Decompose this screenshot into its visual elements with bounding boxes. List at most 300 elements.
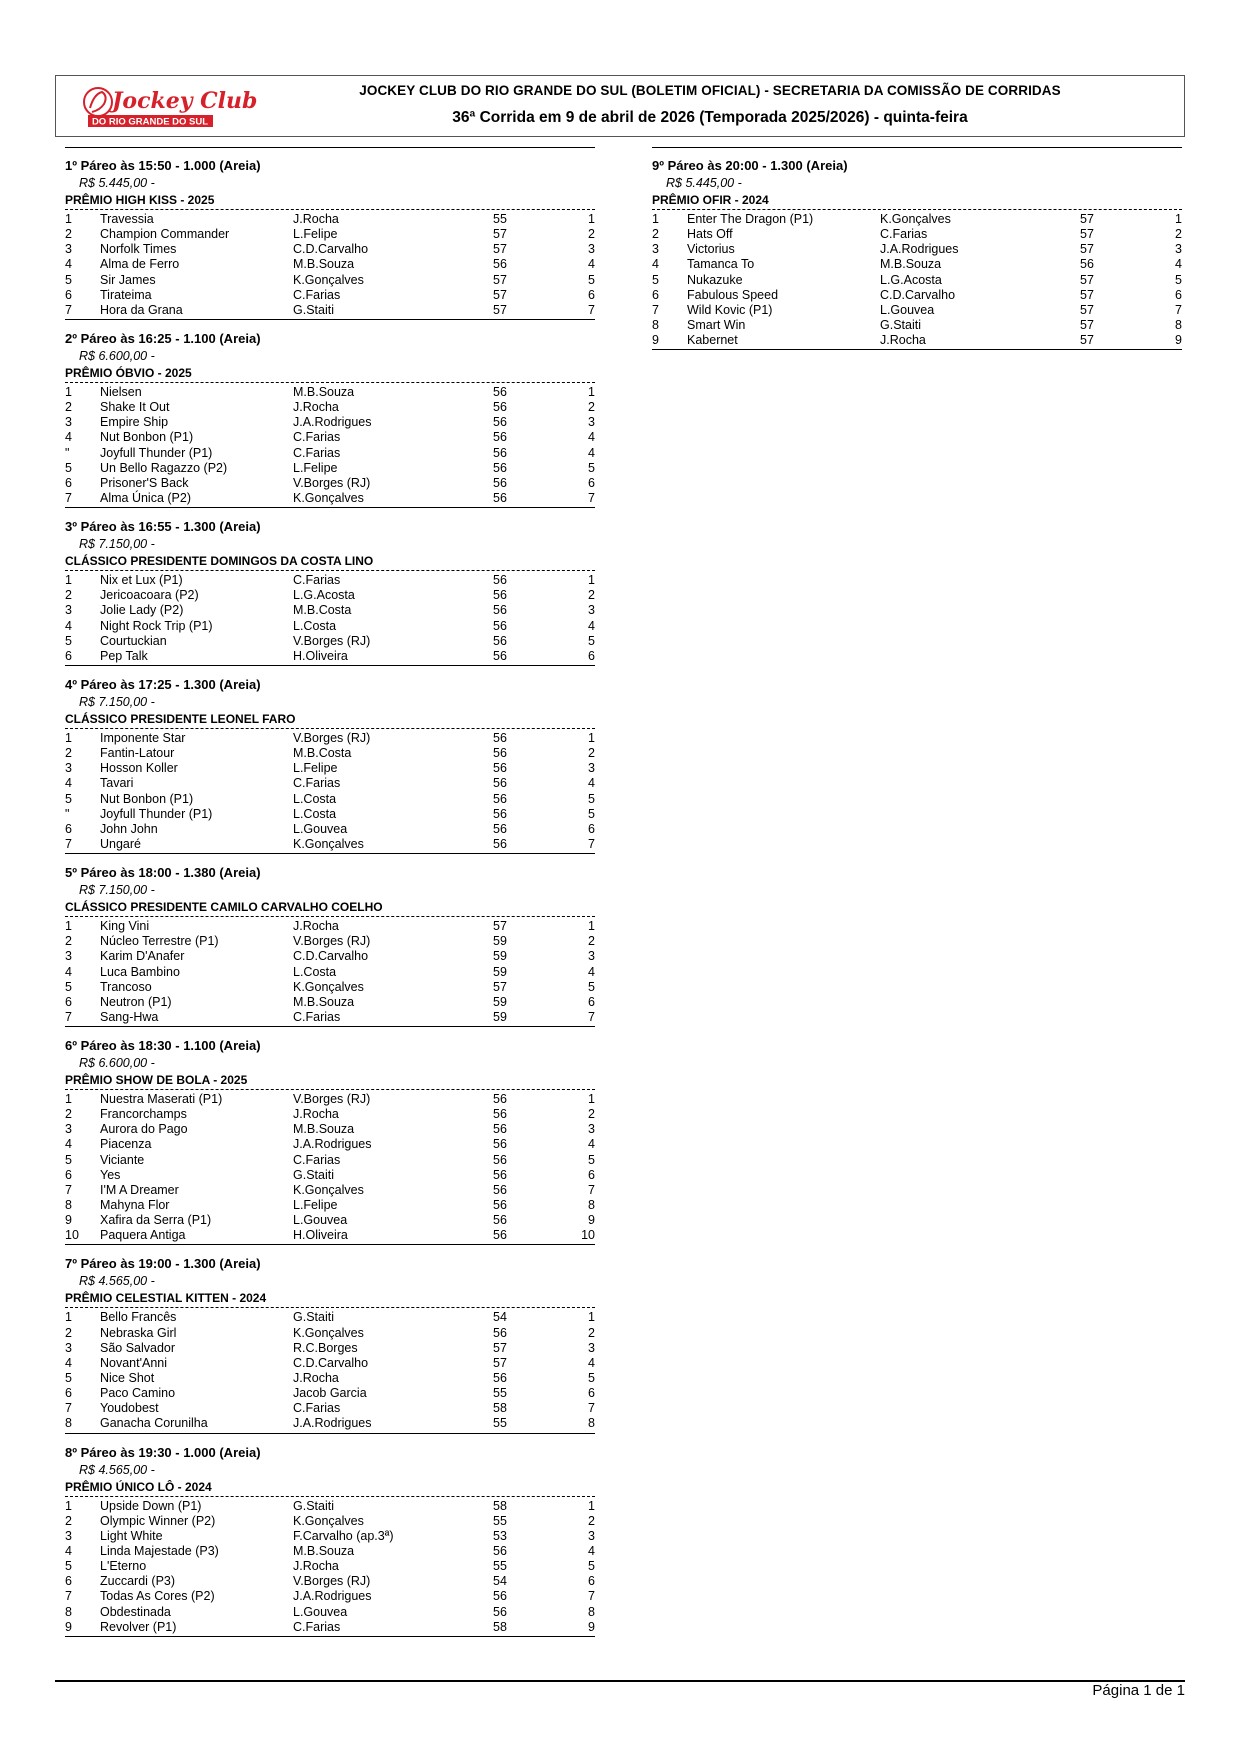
horse-name: Kabernet: [687, 333, 738, 348]
post-position: 4: [588, 1544, 595, 1559]
entry-number: 4: [65, 257, 72, 272]
entry-row: [65, 1574, 595, 1589]
horse-name: Jericoacoara (P2): [100, 588, 199, 603]
post-position: 7: [1175, 302, 1182, 317]
jockey-name: F.Carvalho (ap.3ª): [293, 1528, 394, 1543]
post-position: 2: [588, 934, 595, 949]
post-position: 9: [588, 1213, 595, 1228]
race-title: 7º Páreo às 19:00 - 1.300 (Areia): [65, 1256, 261, 1272]
weight: 54: [493, 1310, 507, 1325]
race-prize: R$ 7.150,00 -: [79, 883, 155, 898]
jockey-name: M.B.Costa: [293, 603, 352, 618]
entry-number: 5: [65, 272, 72, 287]
jockey-name: V.Borges (RJ): [293, 1092, 371, 1107]
jockey-name: J.Rocha: [293, 919, 339, 934]
entry-number: 3: [65, 1340, 72, 1355]
jockey-name: J.Rocha: [880, 333, 926, 348]
entry-number: 5: [65, 633, 72, 648]
jockey-name: K.Gonçalves: [880, 212, 951, 226]
horse-name: Fabulous Speed: [687, 287, 779, 302]
post-position: 4: [588, 257, 595, 272]
horse-name: Victorius: [687, 242, 735, 257]
post-position: 2: [588, 1325, 595, 1340]
post-position: 2: [588, 588, 595, 603]
horse-name: Joyfull Thunder (P1): [100, 445, 213, 460]
race-prize: R$ 6.600,00 -: [79, 1056, 155, 1071]
post-position: 4: [588, 964, 595, 979]
horse-name: Sir James: [100, 272, 156, 287]
post-position: 8: [588, 1198, 595, 1213]
jockey-name: L.Costa: [293, 964, 337, 979]
entry-number: 6: [65, 287, 72, 302]
entry-row: [65, 491, 595, 506]
horse-name: Novant'Anni: [100, 1355, 168, 1370]
entry-row: [65, 807, 595, 822]
entry-row: [65, 385, 595, 400]
weight: 57: [1080, 333, 1094, 348]
weight: 56: [493, 633, 507, 648]
jockey-name: V.Borges (RJ): [293, 1574, 371, 1589]
entry-number: 3: [65, 1122, 72, 1137]
weight: 56: [493, 1604, 507, 1619]
horse-name: Imponente Star: [100, 730, 186, 745]
entry-row: [65, 212, 595, 227]
jockey-name: C.D.Carvalho: [880, 287, 956, 302]
jockey-name: L.Costa: [293, 791, 337, 806]
post-position: 3: [588, 1340, 595, 1355]
weight: 57: [1080, 242, 1094, 257]
horse-name: Enter The Dragon (P1): [687, 212, 814, 226]
jockey-name: J.A.Rodrigues: [293, 1416, 372, 1431]
post-position: 5: [1175, 272, 1182, 287]
entry-number: 1: [65, 1310, 72, 1325]
jockey-name: L.Gouvea: [293, 1604, 348, 1619]
entry-number: 4: [65, 1544, 72, 1559]
weight: 58: [493, 1498, 507, 1513]
weight: 56: [493, 1198, 507, 1213]
entry-row: [65, 1386, 595, 1401]
weight: 56: [493, 588, 507, 603]
post-position: 1: [588, 1310, 595, 1325]
weight: 56: [493, 400, 507, 415]
entries-list: [65, 571, 595, 666]
race-block: [65, 518, 595, 666]
entry-row: [65, 588, 595, 603]
entry-number: 7: [65, 1009, 72, 1024]
horse-name: Nix et Lux (P1): [100, 573, 183, 588]
horse-name: Zuccardi (P3): [100, 1574, 176, 1589]
horse-name: Wild Kovic (P1): [687, 302, 773, 317]
jockey-name: M.B.Souza: [293, 1544, 355, 1559]
jockey-name: M.B.Souza: [293, 994, 355, 1009]
weight: 59: [493, 1009, 507, 1024]
horse-name: Night Rock Trip (P1): [100, 618, 213, 633]
horse-name: L'Eterno: [100, 1559, 147, 1574]
race-prize: R$ 5.445,00 -: [79, 176, 155, 190]
entry-row: [65, 1228, 595, 1243]
entry-row: [65, 949, 595, 964]
entry-row: [652, 288, 1182, 303]
post-position: 3: [1175, 242, 1182, 257]
jockey-name: M.B.Souza: [293, 1122, 355, 1137]
entry-row: [65, 273, 595, 288]
weight: 56: [493, 1092, 507, 1107]
entry-row: [65, 746, 595, 761]
entry-number: 2: [65, 1107, 72, 1122]
entry-row: [65, 776, 595, 791]
entry-row: [65, 415, 595, 430]
post-position: 3: [588, 603, 595, 618]
entry-number: 3: [65, 949, 72, 964]
entry-number: 2: [65, 934, 72, 949]
jockey-name: C.Farias: [293, 1009, 341, 1024]
entry-row: [65, 257, 595, 272]
entry-row: [65, 1183, 595, 1198]
entry-number: 6: [65, 1167, 72, 1182]
jockey-name: J.Rocha: [293, 1107, 339, 1122]
jockey-name: L.Felipe: [293, 761, 338, 776]
horse-name: Hora da Grana: [100, 302, 183, 317]
entry-number: ": [65, 806, 70, 821]
jockey-name: J.Rocha: [293, 1371, 339, 1386]
post-position: 6: [588, 648, 595, 663]
horse-name: Linda Majestade (P3): [100, 1544, 219, 1559]
jockey-name: J.A.Rodrigues: [293, 1137, 372, 1152]
entry-number: 3: [65, 761, 72, 776]
entries-list: [65, 729, 595, 854]
entry-row: [65, 1168, 595, 1183]
entry-row: [65, 1010, 595, 1025]
horse-name: Upside Down (P1): [100, 1498, 202, 1513]
weight: 57: [1080, 317, 1094, 332]
entry-number: 9: [65, 1213, 72, 1228]
weight: 56: [493, 1589, 507, 1604]
post-position: 3: [588, 242, 595, 257]
weight: 56: [493, 618, 507, 633]
race-premio: PRÊMIO ÚNICO LÔ - 2024: [65, 1479, 595, 1497]
horse-name: São Salvador: [100, 1340, 176, 1355]
entry-number: 5: [65, 1152, 72, 1167]
entry-number: 7: [65, 1401, 72, 1416]
weight: 57: [1080, 227, 1094, 242]
entries-list: [65, 1090, 595, 1245]
horse-name: Todas As Cores (P2): [100, 1589, 215, 1604]
entry-row: [65, 1341, 595, 1356]
entry-number: 1: [65, 1498, 72, 1513]
jockey-name: M.B.Costa: [293, 746, 352, 761]
jockey-name: L.G.Acosta: [880, 272, 942, 287]
race-premio: PRÊMIO OFIR - 2024: [652, 192, 1182, 210]
entry-number: 6: [65, 1386, 72, 1401]
weight: 56: [493, 648, 507, 663]
jockey-name: V.Borges (RJ): [293, 730, 371, 745]
post-position: 3: [588, 949, 595, 964]
entry-number: 5: [65, 791, 72, 806]
post-position: 3: [588, 1122, 595, 1137]
race-title: 5º Páreo às 18:00 - 1.380 (Areia): [65, 865, 261, 881]
jockey-name: R.C.Borges: [293, 1340, 358, 1355]
horse-name: John John: [100, 821, 158, 836]
jockey-name: C.Farias: [293, 445, 341, 460]
post-position: 1: [588, 573, 595, 588]
jockey-name: J.A.Rodrigues: [293, 1589, 372, 1604]
jockey-name: K.Gonçalves: [293, 272, 364, 287]
weight: 56: [493, 460, 507, 475]
horse-name: Nebraska Girl: [100, 1325, 177, 1340]
entry-row: [65, 1137, 595, 1152]
entry-number: 2: [65, 400, 72, 415]
race-premio: CLÁSSICO PRESIDENTE LEONEL FARO: [65, 711, 595, 729]
entry-number: 2: [65, 227, 72, 242]
jockey-name: C.Farias: [293, 776, 341, 791]
post-position: 8: [1175, 317, 1182, 332]
entry-number: 8: [652, 317, 659, 332]
weight: 55: [493, 212, 507, 226]
jockey-name: J.A.Rodrigues: [293, 415, 372, 430]
horse-name: Norfolk Times: [100, 242, 177, 257]
horse-name: Karim D'Anafer: [100, 949, 185, 964]
horse-name: I'M A Dreamer: [100, 1182, 179, 1197]
entries-list: [65, 383, 595, 508]
post-position: 8: [588, 1416, 595, 1431]
post-position: 7: [588, 302, 595, 317]
entry-number: 4: [65, 618, 72, 633]
post-position: 6: [588, 821, 595, 836]
post-position: 4: [588, 618, 595, 633]
jockey-name: C.Farias: [880, 227, 928, 242]
entry-row: [65, 430, 595, 445]
jockey-name: K.Gonçalves: [293, 1325, 364, 1340]
post-position: 6: [1175, 287, 1182, 302]
race-title: 9º Páreo às 20:00 - 1.300 (Areia): [652, 158, 848, 173]
post-position: 2: [1175, 227, 1182, 242]
race-block: [65, 330, 595, 508]
race-block: [65, 157, 595, 320]
jockey-name: H.Oliveira: [293, 648, 348, 663]
race-block: [65, 1444, 595, 1637]
post-position: 7: [588, 1401, 595, 1416]
jockey-name: C.D.Carvalho: [293, 949, 369, 964]
entry-number: 2: [65, 1325, 72, 1340]
post-position: 7: [588, 1182, 595, 1197]
jockey-name: J.A.Rodrigues: [880, 242, 959, 257]
entries-list: [65, 1308, 595, 1433]
weight: 56: [493, 430, 507, 445]
weight: 57: [493, 979, 507, 994]
post-position: 9: [1175, 333, 1182, 348]
race-title: 3º Páreo às 16:55 - 1.300 (Areia): [65, 519, 261, 535]
entry-row: [65, 837, 595, 852]
post-position: 4: [588, 430, 595, 445]
page-number: Página 1 de 1: [1092, 1682, 1185, 1699]
entry-number: 6: [65, 1574, 72, 1589]
entry-number: ": [65, 445, 70, 460]
weight: 55: [493, 1386, 507, 1401]
entry-row: [65, 634, 595, 649]
post-position: 7: [588, 836, 595, 851]
weight: 57: [1080, 272, 1094, 287]
post-position: 10: [581, 1228, 595, 1243]
jockey-name: C.Farias: [293, 287, 341, 302]
weight: 57: [493, 1340, 507, 1355]
jockey-name: J.Rocha: [293, 400, 339, 415]
entry-row: [652, 318, 1182, 333]
weight: 57: [1080, 287, 1094, 302]
race-premio: PRÊMIO ÓBVIO - 2025: [65, 365, 595, 383]
entry-row: [65, 227, 595, 242]
jockey-name: L.Costa: [293, 806, 337, 821]
entries-list: [65, 917, 595, 1027]
post-position: 4: [1175, 257, 1182, 272]
horse-name: Mahyna Flor: [100, 1198, 170, 1213]
horse-name: Bello Francês: [100, 1310, 177, 1325]
entry-row: [65, 461, 595, 476]
weight: 57: [493, 919, 507, 934]
entry-number: 3: [65, 415, 72, 430]
entry-row: [65, 1371, 595, 1386]
horse-name: Tavari: [100, 776, 134, 791]
weight: 56: [493, 761, 507, 776]
weight: 59: [493, 934, 507, 949]
weight: 57: [493, 302, 507, 317]
post-position: 4: [588, 1137, 595, 1152]
entry-row: [652, 273, 1182, 288]
footer-rule: [55, 1680, 1185, 1682]
weight: 56: [493, 730, 507, 745]
weight: 56: [493, 490, 507, 505]
entries-list: [65, 1497, 595, 1637]
jockey-name: M.B.Souza: [880, 257, 942, 272]
weight: 56: [493, 415, 507, 430]
post-position: 4: [588, 776, 595, 791]
post-position: 2: [588, 400, 595, 415]
weight: 58: [493, 1619, 507, 1634]
horse-name: Joyfull Thunder (P1): [100, 806, 213, 821]
horse-name: Hosson Koller: [100, 761, 178, 776]
weight: 57: [493, 227, 507, 242]
post-position: 5: [588, 272, 595, 287]
horse-name: Ungaré: [100, 836, 141, 851]
post-position: 4: [588, 445, 595, 460]
post-position: 1: [588, 919, 595, 934]
horse-name: Olympic Winner (P2): [100, 1513, 216, 1528]
horse-name: Hats Off: [687, 227, 733, 242]
weight: 56: [493, 1167, 507, 1182]
horse-name: Champion Commander: [100, 227, 230, 242]
horse-name: Shake It Out: [100, 400, 170, 415]
entry-number: 8: [65, 1416, 72, 1431]
horse-name: Nice Shot: [100, 1371, 155, 1386]
entry-number: 10: [65, 1228, 79, 1243]
jockey-name: Jacob Garcia: [293, 1386, 367, 1401]
horse-name: Neutron (P1): [100, 994, 172, 1009]
entry-row: [65, 288, 595, 303]
horse-name: Nuestra Maserati (P1): [100, 1092, 223, 1107]
horse-name: Piacenza: [100, 1137, 152, 1152]
entry-row: [65, 1401, 595, 1416]
race-premio: CLÁSSICO PRESIDENTE DOMINGOS DA COSTA LINO: [65, 553, 595, 571]
post-position: 2: [588, 1513, 595, 1528]
race-premio: PRÊMIO CELESTIAL KITTEN - 2024: [65, 1290, 595, 1308]
entry-row: [65, 446, 595, 461]
entry-row: [65, 400, 595, 415]
post-position: 7: [588, 1589, 595, 1604]
horse-name: Tirateima: [100, 287, 152, 302]
entry-row: [65, 822, 595, 837]
jockey-name: C.D.Carvalho: [293, 1355, 369, 1370]
entry-number: 9: [65, 1619, 72, 1634]
horse-name: Viciante: [100, 1152, 145, 1167]
race-title: 6º Páreo às 18:30 - 1.100 (Areia): [65, 1038, 261, 1054]
entry-number: 5: [65, 1371, 72, 1386]
jockey-name: C.Farias: [293, 1401, 341, 1416]
entry-number: 2: [65, 746, 72, 761]
post-position: 6: [588, 1386, 595, 1401]
entry-row: [65, 919, 595, 934]
race-prize: R$ 4.565,00 -: [79, 1462, 155, 1477]
entry-row: [652, 227, 1182, 242]
horse-name: Alma de Ferro: [100, 257, 180, 272]
jockey-name: C.Farias: [293, 1152, 341, 1167]
horse-name: Travessia: [100, 212, 154, 226]
entry-number: 1: [652, 212, 659, 226]
horse-name: Alma Única (P2): [100, 490, 191, 505]
horse-name: Youdobest: [100, 1401, 159, 1416]
weight: 57: [1080, 302, 1094, 317]
post-position: 5: [588, 633, 595, 648]
entry-row: [652, 212, 1182, 227]
entry-row: [65, 1107, 595, 1122]
horse-name: Courtuckian: [100, 633, 167, 648]
entry-number: 4: [65, 430, 72, 445]
post-position: 1: [588, 730, 595, 745]
race-prize: R$ 7.150,00 -: [79, 537, 155, 552]
jockey-name: L.Gouvea: [293, 1213, 348, 1228]
entry-number: 8: [65, 1604, 72, 1619]
column-top-rule: [652, 147, 1182, 148]
entry-row: [65, 1499, 595, 1514]
weight: 56: [493, 836, 507, 851]
entry-number: 1: [65, 1092, 72, 1107]
horse-name: Un Bello Ragazzo (P2): [100, 460, 228, 475]
post-position: 6: [588, 475, 595, 490]
entry-row: [65, 1620, 595, 1635]
horse-name: Obdestinada: [100, 1604, 171, 1619]
weight: 56: [493, 257, 507, 272]
entry-number: 1: [65, 384, 72, 399]
jockey-name: V.Borges (RJ): [293, 633, 371, 648]
weight: 56: [493, 603, 507, 618]
weight: 56: [493, 1107, 507, 1122]
jockey-name: C.Farias: [293, 1619, 341, 1634]
horse-name: Fantin-Latour: [100, 746, 175, 761]
race-block: [65, 676, 595, 854]
entry-row: [65, 603, 595, 618]
jockey-name: C.D.Carvalho: [293, 242, 369, 257]
weight: 59: [493, 964, 507, 979]
horse-name: Light White: [100, 1528, 163, 1543]
jockey-name: K.Gonçalves: [293, 836, 364, 851]
horse-name: Paquera Antiga: [100, 1228, 186, 1243]
weight: 57: [493, 272, 507, 287]
horse-name: Paco Camino: [100, 1386, 176, 1401]
post-position: 1: [588, 384, 595, 399]
entry-row: [65, 1213, 595, 1228]
post-position: 3: [588, 415, 595, 430]
entry-row: [65, 1529, 595, 1544]
entry-row: [65, 1605, 595, 1620]
entry-number: 3: [65, 242, 72, 257]
